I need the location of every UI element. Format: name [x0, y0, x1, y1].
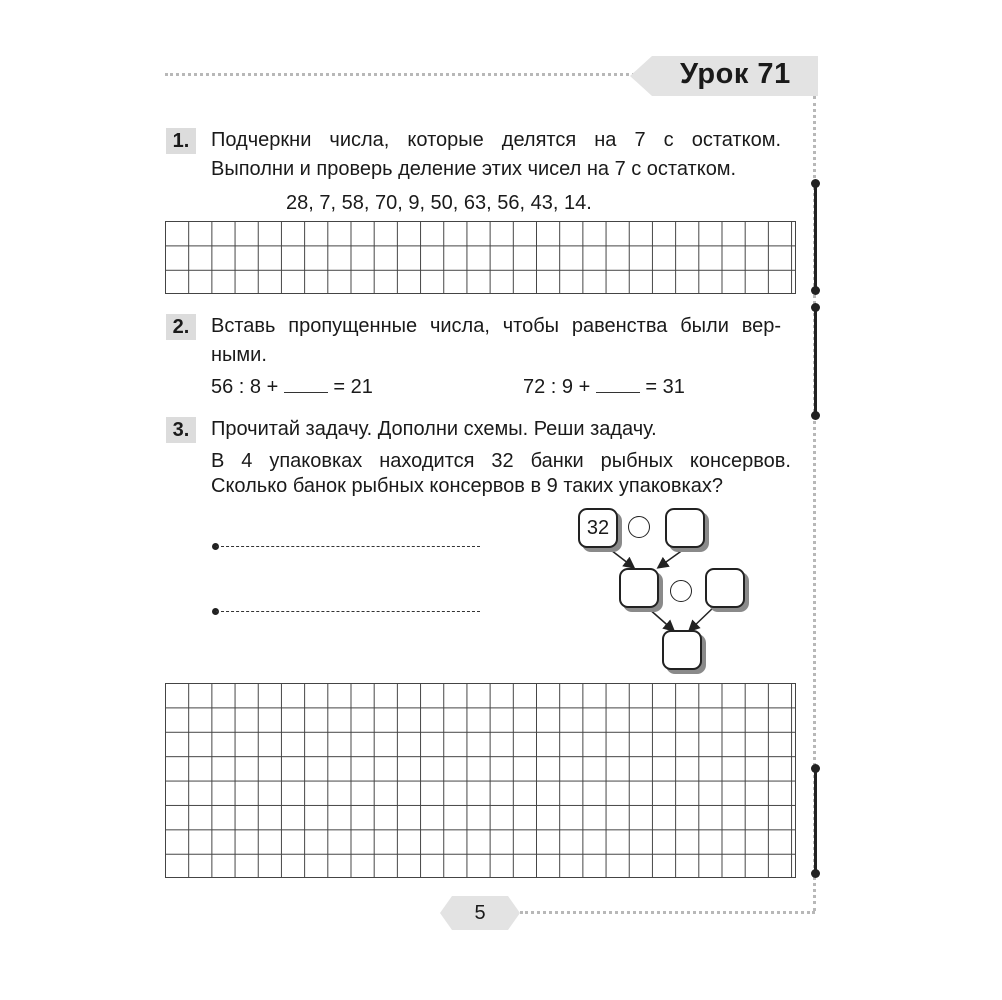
side-marker-3-dot-bottom: [811, 869, 820, 878]
bottom-dotted-rule: [520, 911, 815, 914]
page-number: 5: [474, 902, 486, 924]
scheme-box-32: 32: [578, 508, 618, 548]
scheme-operation-circle-2[interactable]: [670, 580, 692, 602]
task3-text-line1: Прочитай задачу. Дополни схемы. Реши задачу.: [211, 418, 657, 440]
scheme-box-empty-1[interactable]: [665, 508, 705, 548]
equation-1-left: 56 : 8 +: [211, 376, 279, 398]
scheme-operation-circle-1[interactable]: [628, 516, 650, 538]
task1-numbers[interactable]: 28, 7, 58, 70, 9, 50, 63, 56, 43, 14.: [286, 192, 592, 214]
side-marker-2: [814, 307, 817, 415]
task3-answer-grid[interactable]: [165, 683, 796, 878]
side-marker-3: [814, 768, 817, 874]
top-dotted-rule: [165, 73, 635, 76]
side-marker-1: [814, 183, 817, 291]
task1-text-line2: Выполни и проверь деление этих чисел на 7 с остатком.: [211, 158, 737, 180]
task3-number: 3.: [166, 417, 196, 443]
scheme-box-empty-2[interactable]: [619, 568, 659, 608]
scheme-box-empty-3[interactable]: [705, 568, 745, 608]
task1-number: 1.: [166, 128, 196, 154]
equation-1: [211, 373, 373, 402]
equation-2-blank[interactable]: [596, 374, 640, 393]
side-marker-1-dot-bottom: [811, 286, 820, 295]
task3-text-line2: В 4 упаковках находится 32 банки рыбных консервов.: [211, 450, 791, 472]
side-marker-2-dot-top: [811, 303, 820, 312]
scheme-arrow-2: [659, 547, 687, 567]
side-marker-3-dot-top: [811, 764, 820, 773]
task1-answer-grid[interactable]: [165, 221, 796, 294]
task2-text-line2: ными.: [211, 344, 267, 366]
scheme-box-result[interactable]: [662, 630, 702, 670]
answer-line-2[interactable]: [216, 611, 480, 612]
equation-1-right: = 21: [333, 376, 373, 398]
equation-2: [523, 373, 685, 402]
task2-text-line1: Вставь пропущенные числа, чтобы равенства были вер-: [211, 315, 781, 337]
lesson-title: Урок 71: [680, 58, 791, 90]
scheme-arrow-4: [690, 606, 715, 630]
equation-1-blank[interactable]: [284, 374, 328, 393]
answer-line-1[interactable]: [216, 546, 480, 547]
equation-2-right: = 31: [645, 376, 685, 398]
task1-text-line1: Подчеркни числа, которые делятся на 7 с остатком.: [211, 129, 781, 151]
scheme-arrow-3: [648, 608, 673, 630]
side-marker-2-dot-bottom: [811, 411, 820, 420]
task3-text-line3: Сколько банок рыбных консервов в 9 таких упаковках?: [211, 475, 723, 497]
scheme-arrow-1: [607, 547, 633, 567]
task2-number: 2.: [166, 314, 196, 340]
equation-2-left: 72 : 9 +: [523, 376, 591, 398]
side-marker-1-dot-top: [811, 179, 820, 188]
